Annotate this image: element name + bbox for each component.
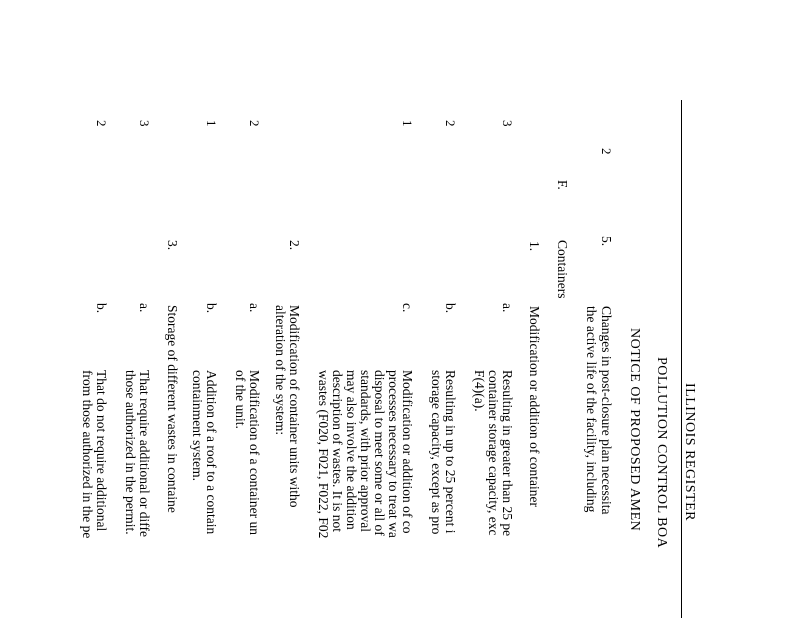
item-3a-letter: a.: [137, 303, 152, 313]
item-3-number: 3.: [165, 240, 180, 251]
item-3a-line-2: those authorized in the permit.: [123, 370, 138, 535]
item-2a-letter: a.: [247, 303, 262, 313]
section-f-title: Containers: [555, 240, 570, 299]
item-1c-line-4: standards, with prior approval: [358, 370, 373, 532]
item-3a-line-1: That require additional or diffe: [137, 370, 152, 537]
item-1a-line-3: F(4)(a).: [472, 370, 487, 412]
header-rule: [681, 100, 682, 618]
item-2-line-1: Modification of container units witho: [287, 305, 302, 508]
item-3b-line-2: from those authorized in the pe: [80, 370, 95, 539]
item-5-line-1: Changes in post-closure plan necessita: [599, 306, 614, 515]
section-f-letter: F.: [555, 180, 570, 190]
item-1b-line-1: Resulting in up to 25 percent i: [443, 370, 458, 534]
item-1a-line-1: Resulting in greater than 25 pe: [500, 370, 515, 537]
item-3b-letter: b.: [94, 303, 109, 314]
item-1b-line-2: storage capacity, except as pro: [429, 370, 444, 535]
item-2b-letter: b.: [204, 303, 219, 314]
item-2-number: 2.: [287, 240, 302, 251]
item-1-number: 1.: [527, 241, 542, 252]
class-number: 1: [400, 120, 415, 127]
item-2a-line-1: Modification of a container un: [247, 370, 262, 535]
item-5-line-2: the active life of the facility, including: [584, 306, 599, 513]
item-1c-line-1: Modification or addition of co: [400, 370, 415, 534]
class-number: 3: [500, 120, 515, 127]
notice-title: NOTICE OF PROPOSED AMEN: [627, 328, 642, 532]
class-number: 2: [599, 148, 614, 155]
item-2b-line-2: containment system.: [190, 370, 205, 481]
item-1c-line-3: disposal to meet some or all of: [372, 370, 387, 536]
item-1a-line-2: container storage capacity, exc: [486, 370, 501, 536]
class-number: 1: [204, 120, 219, 127]
item-1c-line-2: processes necessary to treat wa: [386, 370, 401, 538]
item-1c-line-6: description of wastes. It is not: [330, 370, 345, 532]
item-1b-letter: b.: [443, 303, 458, 314]
item-2-line-2: alteration of the system:: [273, 305, 288, 436]
item-2b-line-1: Addition of a roof to a contain: [204, 370, 219, 535]
item-3-title: Storage of different wastes in containe: [165, 305, 180, 513]
class-number: 2: [94, 120, 109, 127]
class-number: 2: [443, 120, 458, 127]
item-1c-line-7: wastes (F020, F021, F022, F02: [316, 370, 331, 539]
item-1c-letter: c.: [400, 303, 415, 313]
board-title: POLLUTION CONTROL BOA: [654, 357, 669, 549]
item-1a-letter: a.: [500, 303, 515, 313]
item-1c-line-5: may also involve the addition: [344, 370, 359, 530]
register-title: ILLINOIS REGISTER: [682, 383, 697, 521]
class-number: 2: [247, 120, 262, 127]
item-2a-line-2: of the unit.: [233, 370, 248, 429]
item-3b-line-1: That do not require additional: [94, 370, 109, 532]
item-1-title: Modification or addition of container: [527, 306, 542, 507]
item-5-number: 5.: [599, 236, 614, 247]
class-number: 3: [137, 120, 152, 127]
